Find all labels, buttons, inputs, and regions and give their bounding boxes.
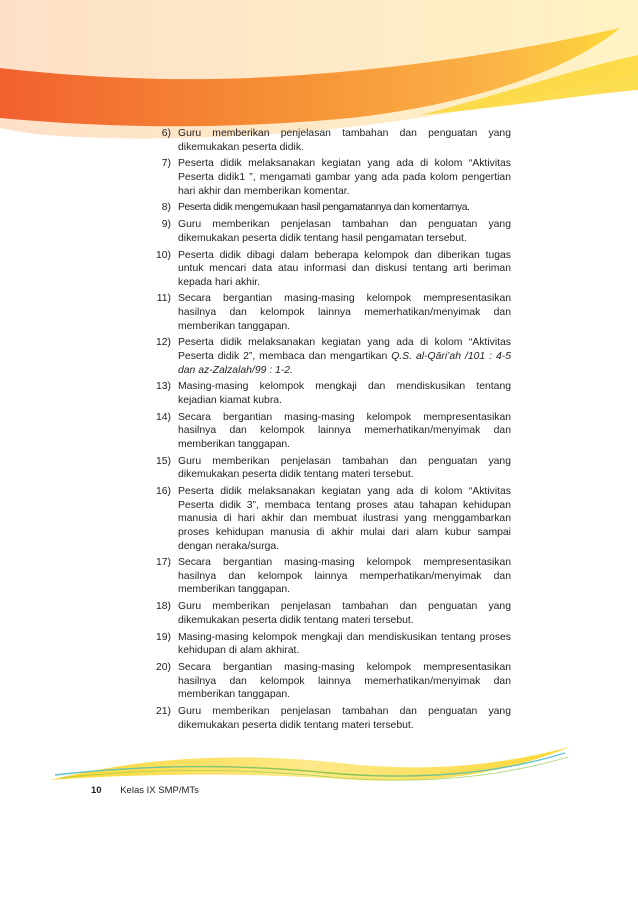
activity-steps: [149, 127, 511, 735]
step-number: 21): [155, 705, 171, 717]
list-item: [149, 201, 511, 215]
list-item: [149, 411, 511, 452]
step-text: Guru memberikan penjelasan tambahan dan penguatan yang dikemukakan peserta didik tentang hasil pengamatan tersebut.: [178, 219, 511, 244]
step-text: Masing-masing kelompok mengkaji dan mendiskusikan tentang kejadian kiamat kubra.: [178, 381, 511, 406]
list-item: [149, 380, 511, 407]
step-text: Peserta didik mengemukaan hasil pengamatannya dan komentarnya.: [178, 202, 470, 214]
list-item: [149, 292, 511, 333]
step-text: Peserta didik melaksanakan kegiatan yang ada di kolom “Aktivitas Peserta didik 3”, membaca tentang proses atau tahapan kehidupan manusia di hari akhir dan membuat ilustrasi yang menggambarkan proses kehidupan manusia di akhir mulai dari alam kubur sampai dengan neraka/surga.: [178, 486, 511, 552]
step-number: 20): [155, 662, 171, 673]
step-number: 15): [155, 455, 171, 467]
list-item: [149, 705, 511, 732]
list-item: [149, 249, 511, 290]
step-number: 7): [161, 158, 171, 170]
book-title: Kelas IX SMP/MTs: [120, 785, 199, 796]
step-text: Guru memberikan penjelasan tambahan dan penguatan yang dikemukakan peserta didik tentang materi tersebut.: [178, 705, 511, 731]
step-number: 8): [161, 202, 171, 214]
step-number: 11): [156, 293, 171, 305]
step-number: 13): [155, 381, 171, 393]
step-text: Secara bergantian masing-masing kelompok mempresentasikan hasilnya dan kelompok lainnya memerhatikan/menyimak dan memberikan tanggapan.: [178, 293, 511, 332]
step-number: 6): [161, 128, 171, 139]
step-text: Guru memberikan penjelasan tambahan dan penguatan yang dikemukakan peserta didik.: [178, 128, 511, 153]
list-item: [149, 336, 511, 377]
step-number: 10): [155, 249, 171, 261]
step-number: 19): [155, 631, 171, 643]
quran-reference: Q.S. al-Qāri’ah /101 : 4-5 dan az-Zalzalah/99 : 1-2.: [178, 351, 511, 376]
step-number: 17): [155, 557, 171, 569]
list-item: [149, 218, 511, 245]
list-item: [149, 485, 511, 553]
footer-decoration: [0, 735, 638, 815]
step-text: Peserta didik dibagi dalam beberapa kelompok dan diberikan tugas untuk mencari data atau informasi dan diskusi tentang arti beriman kepada hari akhir.: [178, 249, 511, 288]
step-number: 9): [161, 219, 171, 231]
list-item: [149, 127, 511, 154]
step-number: 16): [155, 486, 171, 498]
step-text: Guru memberikan penjelasan tambahan dan penguatan yang dikemukakan peserta didik tentang materi tersebut.: [178, 455, 511, 481]
step-text: Secara bergantian masing-masing kelompok mempresentasikan hasilnya dan kelompok lainnya memerhatikan/menyimak dan memberikan tanggapan.: [178, 411, 511, 450]
step-number: 14): [155, 411, 171, 423]
step-text: Secara bergantian masing-masing kelompok mempresentasikan hasilnya dan kelompok lainnya memerhatikan/menyimak dan memberikan tanggapan.: [178, 662, 511, 701]
page-footer: [91, 785, 199, 796]
list-item: [149, 455, 511, 482]
list-item: [149, 556, 511, 597]
step-text: Secara bergantian masing-masing kelompok mempresentasikan hasilnya dan kelompok lainnya memperhatikan/menyimak dan memberikan tanggapan.: [178, 557, 511, 596]
step-text: Guru memberikan penjelasan tambahan dan penguatan yang dikemukakan peserta didik tentang materi tersebut.: [178, 601, 511, 626]
list-item: [149, 631, 511, 658]
page-number: 10: [91, 785, 102, 796]
step-number: 18): [155, 601, 171, 613]
step-number: 12): [155, 337, 171, 349]
step-text-plain: Peserta didik melaksanakan kegiatan yang ada di kolom “Aktivitas Peserta didik 2”, membaca dan mengartikan: [178, 337, 511, 363]
step-text: Masing-masing kelompok mengkaji dan mendiskusikan tentang proses kehidupan di alam akhirat.: [178, 631, 511, 657]
list-item: [149, 661, 511, 702]
step-text: [178, 336, 511, 377]
step-text: Peserta didik melaksanakan kegiatan yang ada di kolom “Aktivitas Peserta didik1 ”, mengamati gambar yang ada pada kolom pengertian hari akhir dan memberikan komentar.: [178, 158, 511, 197]
list-item: [149, 600, 511, 627]
list-item: [149, 157, 511, 198]
